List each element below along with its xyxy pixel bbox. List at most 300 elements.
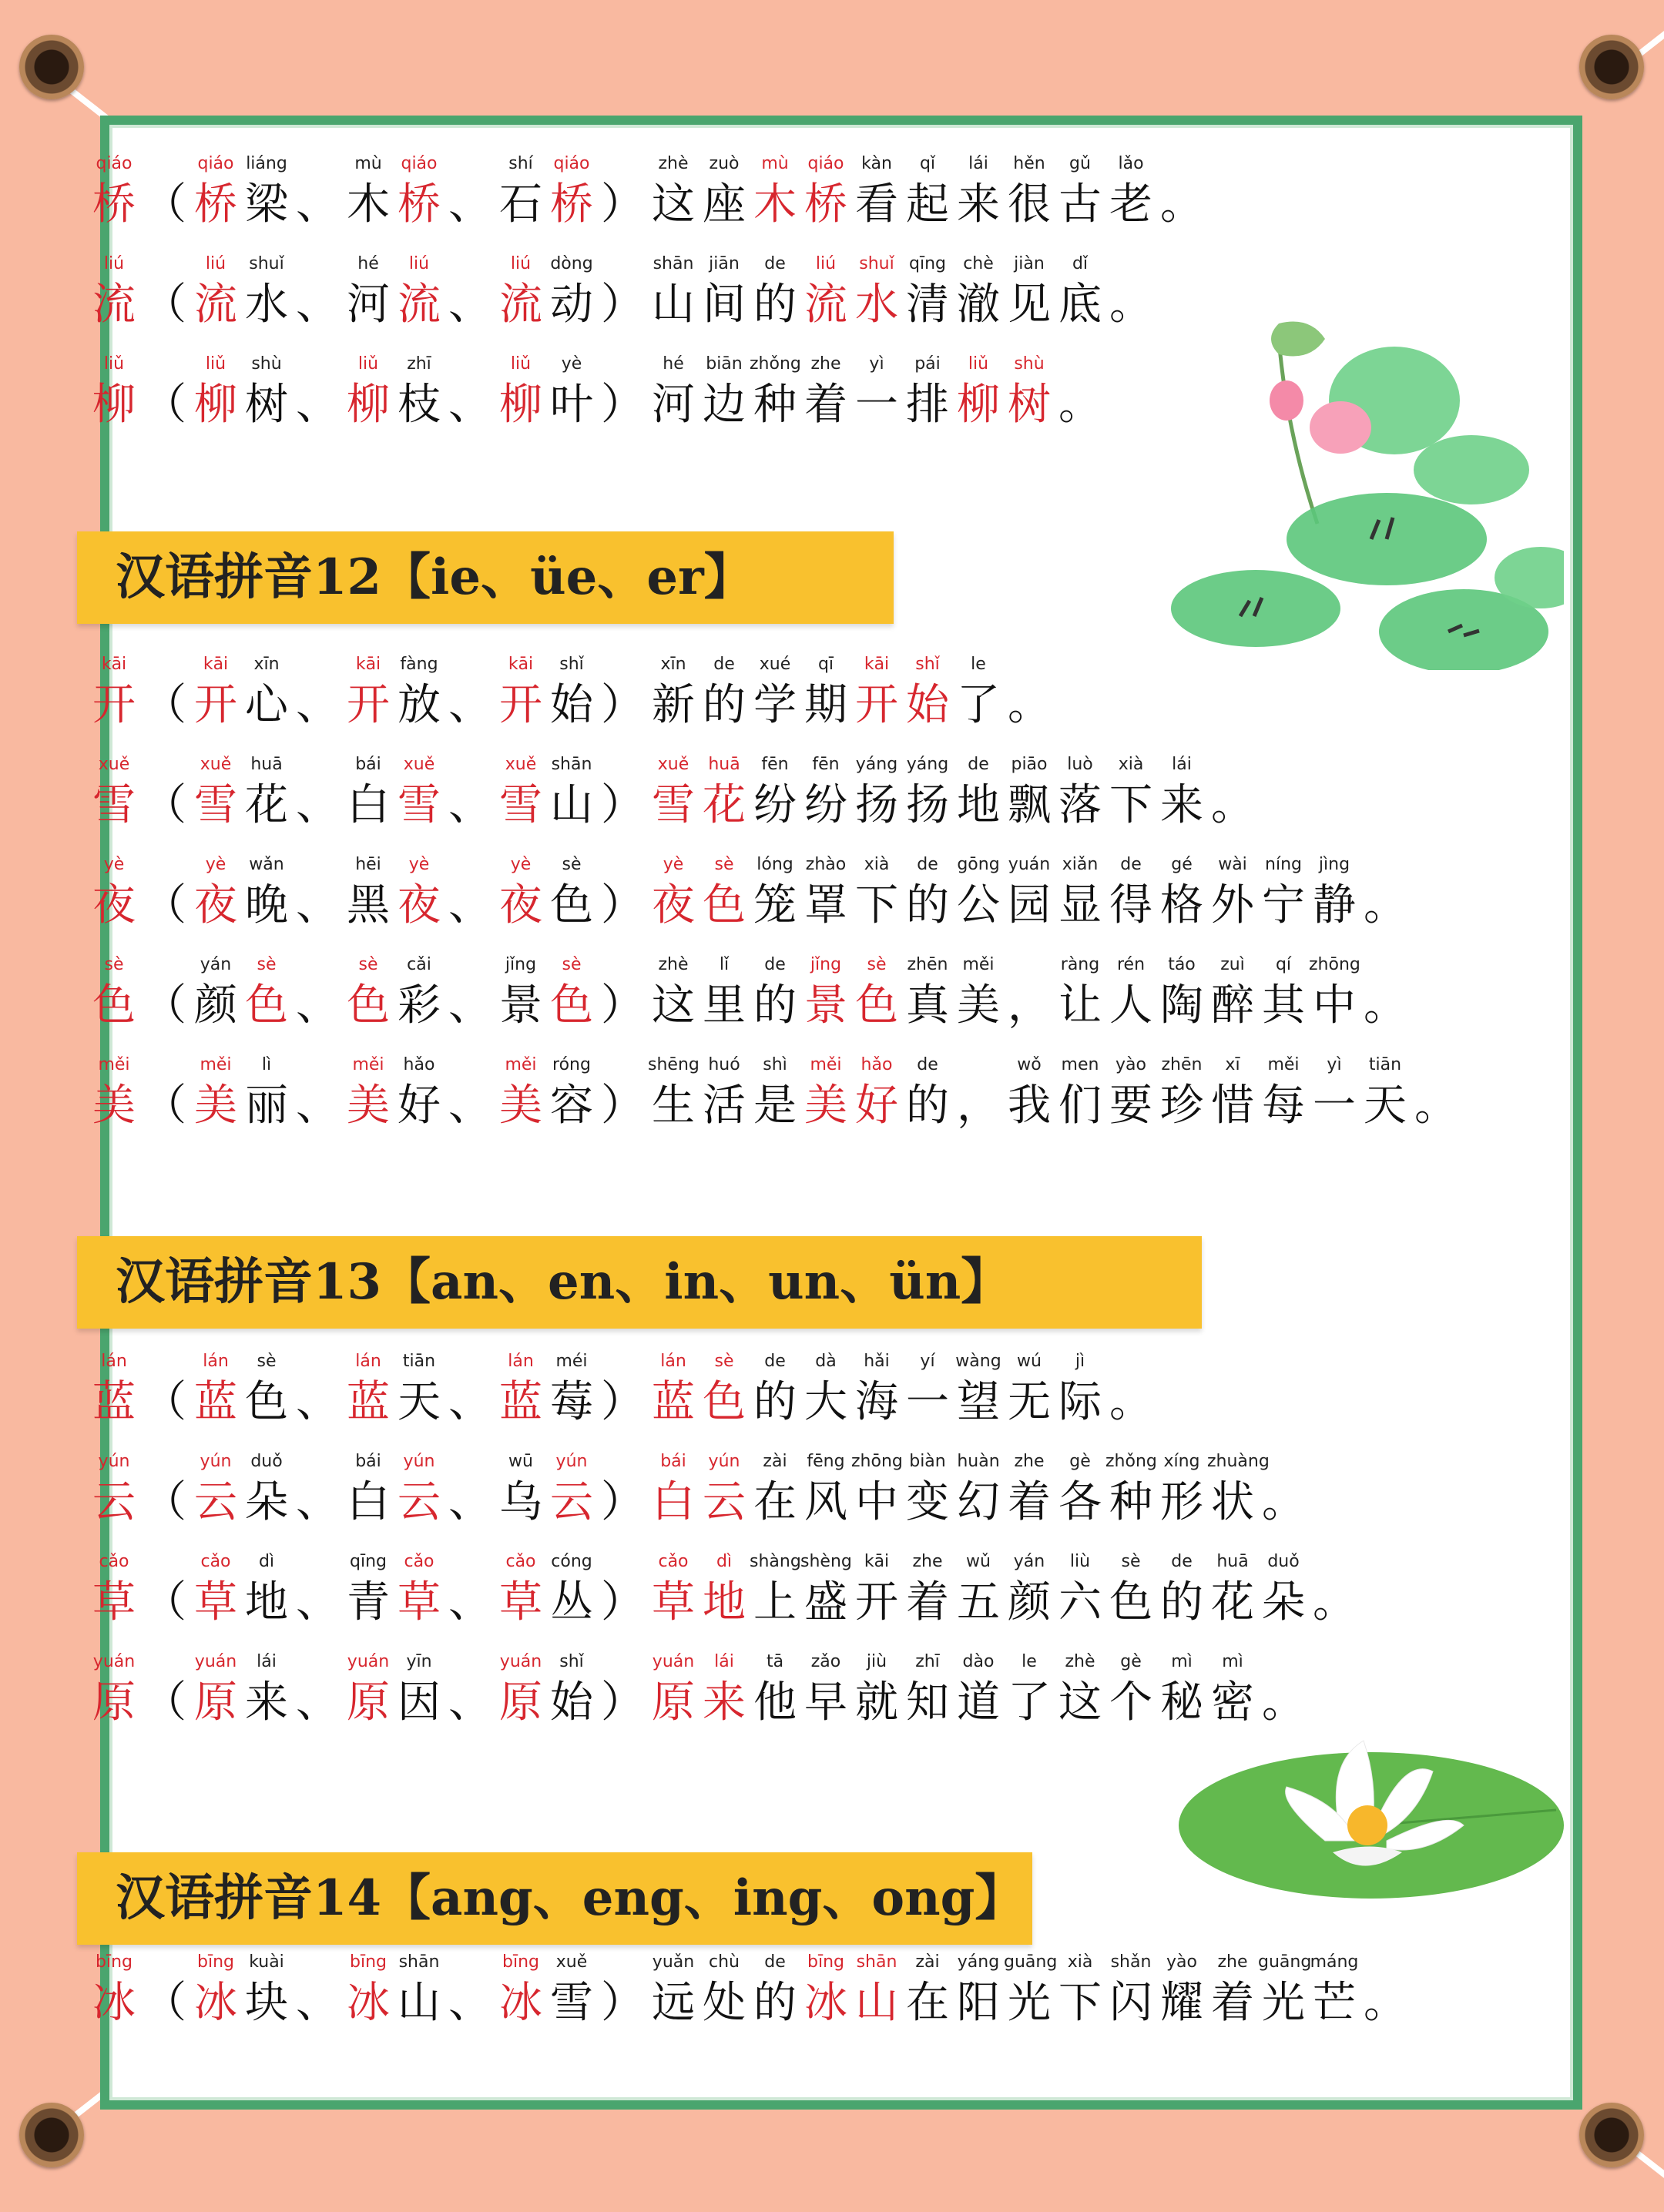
pinyin: liǔ	[205, 354, 226, 374]
hanzi-cell	[394, 1448, 445, 1530]
hanzi-cell	[750, 150, 800, 232]
pinyin: máng	[1310, 1952, 1359, 1972]
hanzi-cell	[445, 1448, 495, 1530]
hanzi-cell	[89, 651, 139, 732]
hanzi-cell	[89, 1051, 139, 1133]
hanzi: 间	[703, 280, 746, 330]
hanzi-cell	[1258, 851, 1309, 933]
hanzi: 外	[1211, 880, 1254, 930]
pinyin: cóng	[551, 1552, 592, 1571]
hanzi-cell	[190, 651, 241, 732]
pinyin: shǐ	[559, 655, 584, 674]
pinyin: qīng	[909, 254, 946, 273]
pinyin	[597, 250, 648, 278]
hanzi-cell	[750, 1949, 800, 2030]
hanzi: 纷	[804, 780, 847, 830]
hanzi-cell	[1004, 150, 1055, 232]
hanzi: 望	[957, 1377, 1000, 1427]
pinyin: hé	[663, 354, 684, 374]
hanzi: 、	[296, 880, 339, 930]
hanzi: 草	[652, 1577, 695, 1627]
hanzi: 冰	[804, 1978, 847, 2028]
pinyin: liú	[205, 254, 226, 273]
pinyin: sè	[1121, 1552, 1141, 1571]
hanzi: 美	[957, 980, 1000, 1031]
pinyin: yè	[103, 855, 125, 874]
pinyin: shǎn	[1110, 1952, 1152, 1972]
pinyin: yí	[920, 1352, 935, 1371]
hanzi: 、	[448, 1081, 491, 1131]
hanzi-cell	[851, 1548, 902, 1630]
hanzi-cell	[190, 150, 241, 232]
hanzi: 陶	[1160, 980, 1203, 1031]
pinyin: hǎi	[864, 1352, 890, 1371]
pinyin: měi	[352, 1055, 384, 1074]
hanzi-cell	[241, 1648, 292, 1730]
pinyin	[1411, 1051, 1461, 1079]
hanzi: 白	[652, 1477, 695, 1527]
hanzi: 云	[550, 1477, 593, 1527]
hanzi: （	[143, 1081, 186, 1131]
hanzi-cell	[597, 150, 648, 232]
hanzi: 。	[1211, 780, 1254, 830]
hanzi-cell	[648, 250, 699, 332]
hanzi-cell	[292, 1548, 343, 1630]
hanzi: 际	[1058, 1377, 1102, 1427]
hanzi: 水	[855, 280, 898, 330]
hanzi: 人	[1109, 980, 1152, 1031]
pinyin: xué	[759, 655, 791, 674]
pinyin: de	[1120, 855, 1142, 874]
hanzi: 动	[550, 280, 593, 330]
hanzi: 冰	[194, 1978, 237, 2028]
hanzi-cell	[1105, 1648, 1156, 1730]
hanzi: 色	[703, 1377, 746, 1427]
hanzi: 芒	[1313, 1978, 1356, 2028]
hanzi: 夜	[92, 880, 136, 930]
hanzi-cell	[546, 1448, 597, 1530]
pinyin	[139, 751, 190, 779]
hanzi-cell	[648, 1548, 699, 1630]
hanzi-cell	[292, 1648, 343, 1730]
hanzi-cell	[1156, 1648, 1207, 1730]
pinyin: mì	[1171, 1652, 1193, 1671]
hanzi-cell	[1309, 1051, 1360, 1133]
pinyin: yīn	[406, 1652, 432, 1671]
hanzi: 块	[245, 1978, 288, 2028]
hanzi-cell	[495, 1448, 546, 1530]
pinyin: lǐ	[719, 955, 730, 974]
hanzi: 很	[1008, 179, 1051, 230]
hanzi: ）	[601, 680, 644, 730]
hanzi-cell	[445, 350, 495, 432]
hanzi-cell	[597, 1051, 648, 1133]
hanzi: 罩	[804, 880, 847, 930]
hanzi-cell	[343, 1648, 394, 1730]
hanzi-cell	[546, 1648, 597, 1730]
hanzi-cell	[546, 951, 597, 1033]
hanzi-cell	[1258, 951, 1309, 1033]
pinyin: de	[917, 1055, 938, 1074]
pinyin	[139, 651, 190, 679]
hanzi-cell	[1207, 1949, 1258, 2030]
hanzi: 河	[347, 280, 390, 330]
hanzi: 下	[1058, 1978, 1102, 2028]
pinyin: yún	[555, 1452, 588, 1471]
hanzi: 桥	[194, 179, 237, 230]
pinyin	[1105, 250, 1156, 278]
pinyin	[597, 1348, 648, 1376]
pinyin: wú	[1017, 1352, 1042, 1371]
pinyin: xiǎn	[1062, 855, 1099, 874]
hanzi: 无	[1008, 1377, 1051, 1427]
hanzi: 开	[92, 680, 136, 730]
hanzi-cell	[445, 1051, 495, 1133]
pinyin: sè	[257, 955, 277, 974]
pinyin: shí	[508, 154, 533, 173]
pinyin: lán	[355, 1352, 381, 1371]
hanzi: 流	[398, 280, 441, 330]
hanzi: 地	[245, 1577, 288, 1627]
hanzi: 大	[804, 1377, 847, 1427]
pinyin: shì	[763, 1055, 787, 1074]
hanzi: ）	[601, 1477, 644, 1527]
hanzi-cell	[902, 1949, 953, 2030]
pinyin: zuì	[1220, 955, 1245, 974]
pinyin	[292, 851, 343, 879]
hanzi-cell	[1156, 1949, 1207, 2030]
hanzi-cell	[750, 651, 800, 732]
pinyin: luò	[1067, 755, 1093, 774]
hanzi: 底	[1058, 280, 1102, 330]
hanzi-cell	[953, 951, 1004, 1033]
hanzi: 个	[1109, 1677, 1152, 1728]
pinyin	[1055, 350, 1105, 378]
hanzi-cell	[1309, 1949, 1360, 2030]
hanzi-cell	[190, 1348, 241, 1429]
pinyin	[445, 651, 495, 679]
pinyin	[597, 150, 648, 178]
pinyin: cǎi	[407, 955, 431, 974]
hanzi-cell	[89, 851, 139, 933]
pinyin	[1258, 1648, 1309, 1676]
hanzi: 座	[703, 179, 746, 230]
pinyin	[139, 150, 190, 178]
pinyin	[597, 1548, 648, 1576]
hanzi: 流	[92, 280, 136, 330]
pinyin: dào	[962, 1652, 995, 1671]
pinyin: měi	[505, 1055, 537, 1074]
hanzi-cell	[495, 751, 546, 833]
hanzi-cell	[648, 751, 699, 833]
pinyin: yuán	[347, 1652, 390, 1671]
section-header: 汉语拼音14【ang、eng、ing、ong】	[77, 1852, 1032, 1945]
hanzi: 朵	[245, 1477, 288, 1527]
hanzi: 颜	[1008, 1577, 1051, 1627]
hanzi-cell	[241, 651, 292, 732]
hanzi-cell	[292, 1949, 343, 2030]
hanzi-cell	[139, 1648, 190, 1730]
hanzi: 原	[499, 1677, 542, 1728]
hanzi: ）	[601, 1577, 644, 1627]
hanzi: ）	[601, 1377, 644, 1427]
hanzi: ）	[601, 980, 644, 1031]
pinyin: xià	[1118, 755, 1144, 774]
pinyin: lǎo	[1118, 154, 1144, 173]
hanzi: 叶	[550, 380, 593, 430]
hanzi: 雪	[194, 780, 237, 830]
hanzi-cell	[394, 1348, 445, 1429]
pinyin	[292, 1548, 343, 1576]
pinyin: lái	[1172, 755, 1192, 774]
hanzi: 。	[1313, 1577, 1356, 1627]
pinyin	[292, 651, 343, 679]
hanzi-cell	[495, 651, 546, 732]
hanzi-cell	[750, 851, 800, 933]
hanzi: 流	[804, 280, 847, 330]
hanzi: 。	[1008, 680, 1051, 730]
pinyin	[597, 851, 648, 879]
hanzi: 柳	[92, 380, 136, 430]
pinyin	[1360, 951, 1411, 979]
hanzi: 、	[448, 380, 491, 430]
hanzi-cell	[1207, 1548, 1258, 1630]
hanzi-cell	[800, 1051, 851, 1133]
hanzi: 始	[550, 680, 593, 730]
hanzi-cell	[1004, 250, 1055, 332]
pinyin: jìng	[1318, 855, 1350, 874]
hanzi: 梁	[245, 179, 288, 230]
pinyin	[292, 1949, 343, 1976]
pinyin: lán	[101, 1352, 127, 1371]
hanzi: 白	[347, 1477, 390, 1527]
hanzi-cell	[445, 1949, 495, 2030]
hanzi-cell	[750, 751, 800, 833]
hanzi-cell	[190, 1548, 241, 1630]
pinyin: xuě	[98, 755, 130, 774]
hanzi: 、	[296, 780, 339, 830]
pinyin	[292, 751, 343, 779]
hanzi: 乌	[499, 1477, 542, 1527]
pinyin: de	[917, 855, 938, 874]
pinyin: lái	[968, 154, 988, 173]
pinyin	[445, 751, 495, 779]
hanzi: （	[143, 880, 186, 930]
pinyin: yán	[200, 955, 232, 974]
pinyin: shù	[1014, 354, 1045, 374]
hanzi-cell	[1105, 1548, 1156, 1630]
hanzi-cell	[1105, 1348, 1156, 1429]
pinyin: yè	[561, 354, 582, 374]
hanzi-cell	[1055, 1548, 1105, 1630]
hanzi: 、	[296, 1377, 339, 1427]
hanzi-cell	[597, 1548, 648, 1630]
hanzi: 天	[398, 1377, 441, 1427]
pinyin: biān	[706, 354, 743, 374]
hanzi: 色	[703, 880, 746, 930]
hanzi: 好	[398, 1081, 441, 1131]
hanzi: 桥	[398, 179, 441, 230]
hanzi: 丛	[550, 1577, 593, 1627]
hanzi-cell	[495, 350, 546, 432]
pinyin	[445, 350, 495, 378]
hanzi: 清	[906, 280, 949, 330]
hanzi: 、	[296, 1577, 339, 1627]
pinyin: yè	[205, 855, 226, 874]
hanzi-cell	[851, 1448, 902, 1530]
pinyin: dì	[258, 1552, 275, 1571]
pinyin: huó	[708, 1055, 740, 1074]
hanzi-cell	[1156, 1548, 1207, 1630]
hanzi-cell	[851, 350, 902, 432]
hanzi-cell	[292, 751, 343, 833]
hanzi-cell	[139, 1348, 190, 1429]
hanzi: 种	[1109, 1477, 1152, 1527]
hanzi: 。	[1364, 980, 1407, 1031]
hanzi: 阳	[957, 1978, 1000, 2028]
hanzi-cell	[800, 651, 851, 732]
hanzi-cell	[1055, 951, 1105, 1033]
hanzi: 云	[703, 1477, 746, 1527]
hanzi-cell	[546, 150, 597, 232]
hanzi: 扬	[855, 780, 898, 830]
hanzi: 早	[804, 1677, 847, 1728]
hanzi: 着	[906, 1577, 949, 1627]
pinyin: lán	[660, 1352, 686, 1371]
pinyin: sè	[257, 1352, 277, 1371]
hanzi: 草	[398, 1577, 441, 1627]
pinyin: liù	[1069, 1552, 1091, 1571]
pinyin: měi	[810, 1055, 842, 1074]
hanzi: 了	[957, 680, 1000, 730]
hanzi: 珍	[1160, 1081, 1203, 1131]
pinyin: shēng	[648, 1055, 699, 1074]
pinyin: liǔ	[968, 354, 989, 374]
hanzi-cell	[190, 751, 241, 833]
pinyin	[139, 1548, 190, 1576]
pinyin	[1105, 1348, 1156, 1376]
hanzi-cell	[190, 951, 241, 1033]
hanzi-cell	[241, 250, 292, 332]
hanzi-cell	[343, 851, 394, 933]
pinyin: bīng	[350, 1952, 387, 1972]
pinyin: měi	[200, 1055, 232, 1074]
hanzi-cell	[597, 651, 648, 732]
hanzi-cell	[597, 1648, 648, 1730]
hanzi: 、	[296, 1477, 339, 1527]
hanzi-cell	[800, 851, 851, 933]
pinyin: níng	[1265, 855, 1302, 874]
hanzi-cell	[139, 651, 190, 732]
hanzi: 原	[194, 1677, 237, 1728]
hanzi-cell	[750, 250, 800, 332]
hanzi: 云	[194, 1477, 237, 1527]
hanzi: （	[143, 179, 186, 230]
pinyin: kāi	[203, 655, 229, 674]
pinyin: men	[1061, 1055, 1099, 1074]
hanzi-cell	[648, 851, 699, 933]
hanzi: 放	[398, 680, 441, 730]
hanzi: 、	[448, 1377, 491, 1427]
hanzi: 心	[245, 680, 288, 730]
hanzi: 了	[1008, 1677, 1051, 1728]
pinyin: qiáo	[401, 154, 438, 173]
hanzi-cell	[902, 1051, 953, 1133]
pinyin: shuǐ	[249, 254, 284, 273]
pinyin: liú	[408, 254, 430, 273]
pinyin: yè	[663, 855, 684, 874]
pinyin: wǔ	[966, 1552, 991, 1571]
hanzi-cell	[394, 851, 445, 933]
hanzi-cell	[648, 1051, 699, 1133]
hanzi: 夜	[499, 880, 542, 930]
hanzi: 柳	[194, 380, 237, 430]
hanzi: 美	[804, 1081, 847, 1131]
hanzi: 色	[550, 880, 593, 930]
hanzi: 的	[906, 880, 949, 930]
hanzi-cell	[139, 1548, 190, 1630]
pinyin: gé	[1171, 855, 1193, 874]
hanzi-cell	[597, 250, 648, 332]
hanzi: 柳	[957, 380, 1000, 430]
hanzi-cell	[343, 651, 394, 732]
hanzi: 好	[855, 1081, 898, 1131]
hanzi: ，	[957, 1081, 1000, 1131]
hanzi-cell	[1004, 1448, 1055, 1530]
hanzi-cell	[1004, 1548, 1055, 1630]
hanzi: 古	[1058, 179, 1102, 230]
pinyin: yún	[708, 1452, 740, 1471]
hanzi: 雪	[398, 780, 441, 830]
hanzi: 来	[245, 1677, 288, 1728]
hanzi-cell	[800, 1548, 851, 1630]
pinyin	[1004, 651, 1055, 679]
hanzi: 开	[855, 680, 898, 730]
pinyin: de	[1171, 1552, 1193, 1571]
hanzi: 夜	[194, 880, 237, 930]
hanzi: 、	[448, 1577, 491, 1627]
pinyin: zhào	[805, 855, 847, 874]
hanzi: 景	[499, 980, 542, 1031]
hanzi: 木	[753, 179, 797, 230]
hanzi-cell	[190, 1648, 241, 1730]
pinyin: bīng	[502, 1952, 539, 1972]
hanzi-cell	[495, 951, 546, 1033]
hanzi-cell	[750, 951, 800, 1033]
pinyin: bīng	[96, 1952, 133, 1972]
hanzi-cell	[1105, 1448, 1156, 1530]
hanzi: ）	[601, 1677, 644, 1728]
hanzi: 。	[1262, 1477, 1305, 1527]
pinyin: huā	[250, 755, 283, 774]
hanzi: 。	[1414, 1081, 1458, 1131]
hanzi: 冰	[92, 1978, 136, 2028]
pinyin	[139, 1051, 190, 1079]
hanzi-cell	[800, 250, 851, 332]
hanzi-cell	[648, 951, 699, 1033]
pinyin: lán	[203, 1352, 229, 1371]
hanzi-cell	[1105, 951, 1156, 1033]
hanzi-cell	[1004, 1648, 1055, 1730]
pinyin: lóng	[757, 855, 793, 874]
hanzi-cell	[292, 350, 343, 432]
hanzi-cell	[699, 651, 750, 732]
pinyin: jì	[1075, 1352, 1085, 1371]
hanzi-cell	[1258, 1648, 1309, 1730]
hanzi-cell	[1207, 1648, 1258, 1730]
pinyin: chè	[963, 254, 994, 273]
hanzi-cell	[902, 1448, 953, 1530]
